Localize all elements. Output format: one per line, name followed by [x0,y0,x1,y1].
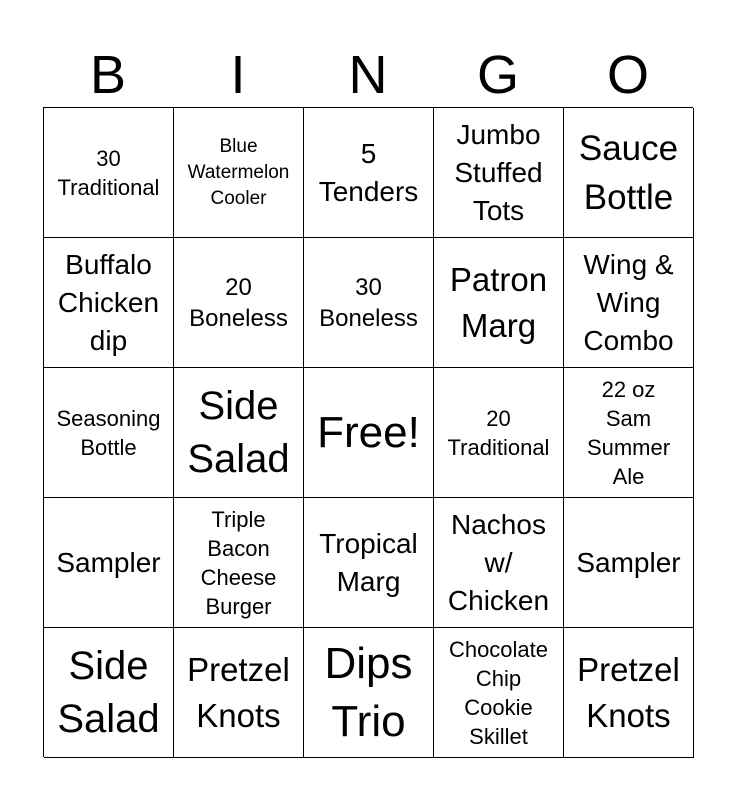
free-space-label: Free! [317,407,420,457]
bingo-cell-r3-c3-free-space[interactable] [304,368,434,498]
header-letter-o: O [606,45,649,105]
bingo-cell-r5-c1[interactable] [44,628,174,758]
bingo-cell-r4-c3[interactable] [304,498,434,628]
bingo-cell-r3-c5[interactable] [564,368,694,498]
cell-label: 22 oz Sam Summer Ale [586,376,671,489]
cell-label: Pretzel Knots [577,650,680,734]
bingo-cell-r5-c2[interactable] [174,628,304,758]
cell-label: Jumbo Stuffed Tots [454,118,543,226]
bingo-cell-r5-c5[interactable] [564,628,694,758]
bingo-card-grid [43,107,693,757]
bingo-cell-r2-c2[interactable] [174,238,304,368]
cell-label: Buffalo Chicken dip [57,248,160,356]
cell-label: Chocolate Chip Cookie Skillet [448,636,549,749]
bingo-cell-r2-c5[interactable] [564,238,694,368]
header-letter-i: I [230,45,246,105]
header-letter-b: B [89,45,127,105]
cell-label: Side Salad [57,643,160,741]
header-letter-g: G [476,45,519,105]
cell-label: 20 Traditional [447,405,550,460]
cell-label: Blue Watermelon Cooler [187,135,290,209]
cell-label: Pretzel Knots [187,650,290,734]
cell-label: Tropical Marg [319,527,418,597]
cell-label: 30 Traditional [57,145,160,200]
cell-label: 30 Boneless [319,273,418,332]
cell-label: Seasoning Bottle [56,405,161,460]
bingo-cell-r5-c3[interactable] [304,628,434,758]
cell-label: Wing & Wing Combo [583,248,674,356]
cell-label: Dips Trio [324,638,413,746]
bingo-cell-r5-c4[interactable] [434,628,564,758]
cell-label: Sauce Bottle [578,128,679,217]
cell-label: Patron Marg [449,260,548,344]
bingo-cell-r4-c1[interactable] [44,498,174,628]
cell-label: 5 Tenders [318,137,419,207]
header-letter-n: N [348,45,388,105]
cell-label: Nachos w/ Chicken [447,508,550,616]
bingo-cell-r1-c4[interactable] [434,108,564,238]
cell-label: Triple Bacon Cheese Burger [200,506,277,619]
cell-label: Side Salad [187,383,290,481]
bingo-cell-r2-c3[interactable] [304,238,434,368]
bingo-cell-r3-c1[interactable] [44,368,174,498]
bingo-cell-r2-c1[interactable] [44,238,174,368]
cell-label: 20 Boneless [189,273,288,332]
bingo-header [43,42,693,108]
bingo-cell-r1-c1[interactable] [44,108,174,238]
bingo-cell-r3-c2[interactable] [174,368,304,498]
bingo-cell-r4-c2[interactable] [174,498,304,628]
bingo-cell-r4-c5[interactable] [564,498,694,628]
cell-label: Sampler [576,546,681,578]
bingo-cell-r2-c4[interactable] [434,238,564,368]
bingo-cell-r4-c4[interactable] [434,498,564,628]
bingo-cell-r1-c3[interactable] [304,108,434,238]
bingo-cell-r1-c5[interactable] [564,108,694,238]
cell-label: Sampler [56,546,161,578]
bingo-cell-r3-c4[interactable] [434,368,564,498]
bingo-cell-r1-c2[interactable] [174,108,304,238]
